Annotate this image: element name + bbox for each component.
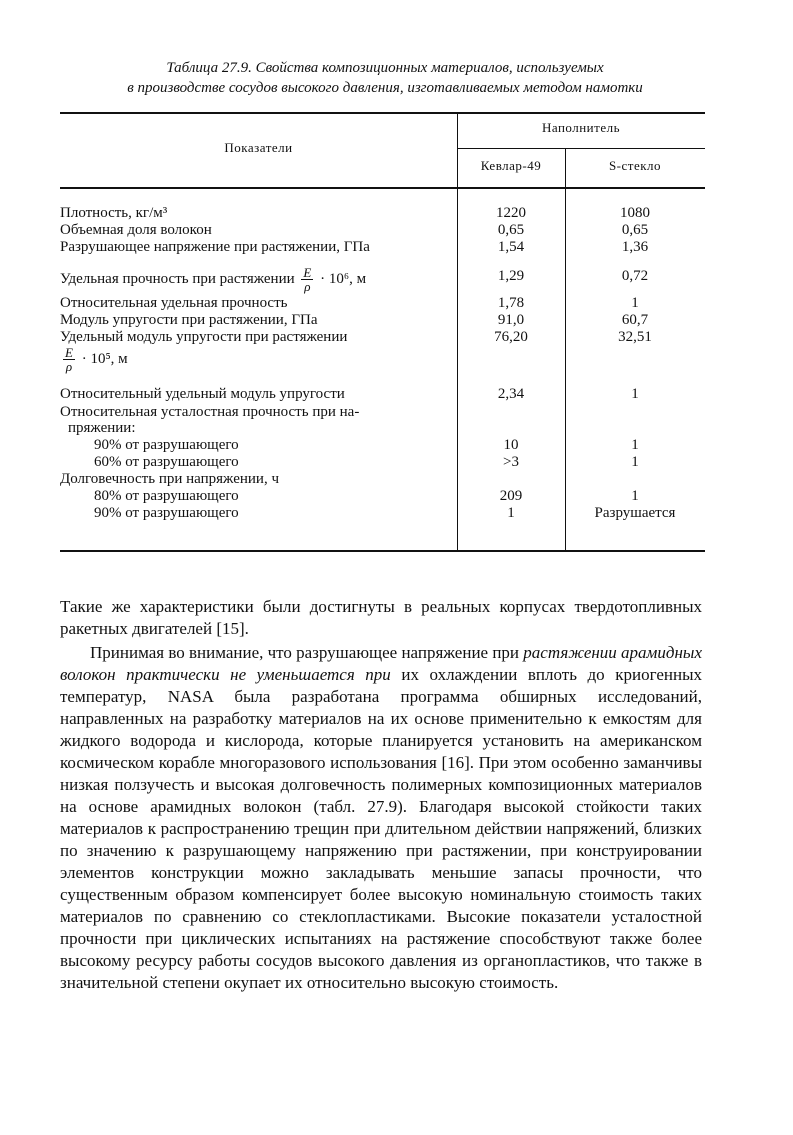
row-value-s-glass: 60,7 <box>621 312 649 328</box>
caption-line-1: Таблица 27.9. Свойства композиционных материалов, используемых <box>166 60 604 76</box>
table-row-specific-strength <box>60 258 705 292</box>
row-value-s-glass: 0,65 <box>621 222 649 238</box>
paragraph-1-text: Такие же характеристики были достигнуты в реальных корпусах твердотопливных ракетных двигателей [15]. <box>60 597 702 638</box>
fraction-e-over-rho <box>301 266 313 293</box>
row-value-s-glass: 1 <box>631 488 639 504</box>
row-value-kevlar: 91,0 <box>497 312 525 328</box>
row-value-kevlar: 1,54 <box>497 239 525 255</box>
header-filler: Наполнитель <box>541 120 621 135</box>
row-value-s-glass: 1 <box>631 437 639 453</box>
row-label: 60% от разрушающего <box>94 454 239 470</box>
row-value-kevlar: 209 <box>499 488 523 504</box>
row-label: Плотность, кг/м³ <box>60 205 168 221</box>
paragraph-2 <box>60 642 702 994</box>
row-value-kevlar: 10 <box>503 437 519 453</box>
filler-header-rule <box>457 148 705 149</box>
row-value-s-glass: 1 <box>631 386 639 402</box>
row-label: 90% от разрушающего <box>94 437 239 453</box>
row-label-formula <box>60 346 452 373</box>
fraction-denominator: ρ <box>65 359 73 374</box>
row-value-kevlar: >3 <box>503 454 519 470</box>
header-s-glass: S-стекло <box>608 158 662 173</box>
row-label-unit: · 10⁶, м <box>320 270 367 287</box>
paragraph-2-emphasis: растяжении арамидных волокон практически не уменьшается при <box>60 643 702 684</box>
caption-line-2: в производстве сосудов высокого давления, изготавливаемых методом намотки <box>127 80 643 96</box>
row-value-kevlar: 2,34 <box>497 386 525 402</box>
row-value-kevlar: 1,29 <box>497 268 525 284</box>
paragraph-2-lead: Принимая во внимание, что разрушающее напряжение при <box>90 643 520 662</box>
table-bottom-rule <box>60 550 705 552</box>
table-row-specific-modulus <box>60 329 705 379</box>
row-label-unit: · 10⁵, м <box>81 350 128 367</box>
header-kevlar: Кевлар-49 <box>480 158 542 173</box>
fraction-e-over-rho <box>63 346 75 373</box>
row-value-kevlar: 1 <box>507 505 515 521</box>
paragraph-1 <box>60 596 702 640</box>
row-label-text: Удельная прочность при растяжении <box>60 270 295 287</box>
row-value-kevlar: 1,78 <box>497 295 525 311</box>
row-value-s-glass: 1080 <box>620 205 650 221</box>
row-label-continued: пряжении: <box>68 420 136 436</box>
table-caption <box>60 58 710 98</box>
table-row-fatigue-title <box>60 404 705 438</box>
row-label: Долговечность при напряжении, ч <box>60 471 279 487</box>
paragraph-2-rest: их охлаждении вплоть до криогенных температур, NASA была разработана программа обширных исследований, направленных на разработку материалов на их основе применительно к емкостям для жидкого водорода и кислорода, которые планируется установить на американском космическом корабле многоразового использования [16]. При этом особенно заманчивы низкая ползучесть и высокая долговечность полимерных композиционных материалов на основе арамидных волокон (табл. 27.9). Благодаря высокой стойкости таких материалов к распространению трещин при длительном действии напряжений, близких по значению к разрушающему напряжению при растяжении, при конструировании элементов конструкции можно закладывать меньшие запасы прочности, что существенным образом компенсирует более высокую номинальную стоимость таких материалов по сравнению со стеклопластиками. Высокие показатели усталостной прочности при циклических испытаниях на растяжение способствуют также более высокому ресурсу работы сосудов высокого давления из органопластиков, что также в значительной степени окупает их относительно высокую стоимость. <box>60 665 703 992</box>
row-value-kevlar: 76,20 <box>494 329 528 345</box>
row-label <box>60 266 452 293</box>
table-top-rule <box>60 112 705 114</box>
row-label: Удельный модуль упругости при растяжении <box>60 329 348 345</box>
row-label: Относительная удельная прочность <box>60 295 288 311</box>
fraction-numerator: E <box>303 265 312 280</box>
row-label: Модуль упругости при растяжении, ГПа <box>60 312 318 328</box>
row-label: Объемная доля волокон <box>60 222 212 238</box>
row-value-s-glass: 1 <box>631 454 639 470</box>
header-params: Показатели <box>224 140 293 155</box>
row-value-kevlar: 1220 <box>496 205 526 221</box>
fraction-numerator: E <box>65 345 73 360</box>
row-label: Разрушающее напряжение при растяжении, ГПа <box>60 239 370 255</box>
row-label: Относительный удельный модуль упругости <box>60 386 345 402</box>
row-value-s-glass: 0,72 <box>621 268 649 284</box>
row-label: 80% от разрушающего <box>94 488 239 504</box>
row-label: Относительная усталостная прочность при на- <box>60 404 360 420</box>
row-value-s-glass: 1,36 <box>621 239 649 255</box>
row-value-s-glass: Разрушается <box>594 505 676 521</box>
properties-table <box>60 112 705 554</box>
fraction-denominator: ρ <box>304 279 311 294</box>
table-header-rule <box>60 187 705 189</box>
row-value-s-glass: 32,51 <box>618 329 652 345</box>
row-value-s-glass: 1 <box>631 295 639 311</box>
row-label: 90% от разрушающего <box>94 505 239 521</box>
paragraph-2-text <box>60 642 702 994</box>
row-value-kevlar: 0,65 <box>497 222 525 238</box>
